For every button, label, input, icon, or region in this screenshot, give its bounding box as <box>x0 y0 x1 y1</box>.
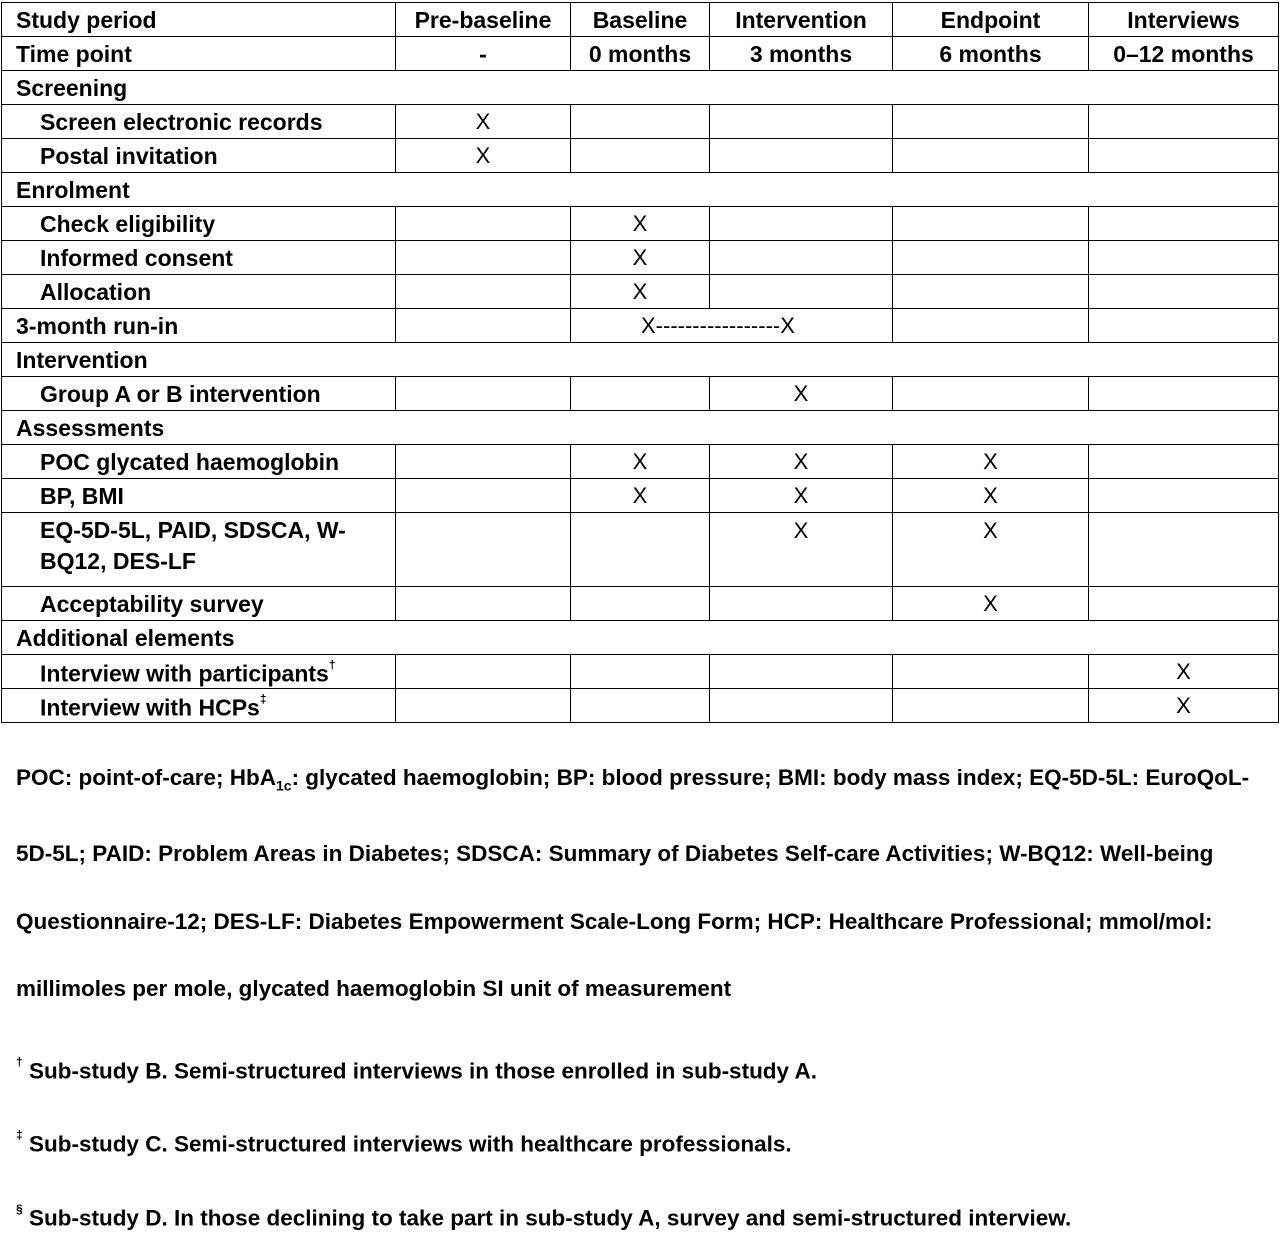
runin-span-mark: X-----------------X <box>571 309 893 343</box>
mark-cell: X <box>396 139 571 173</box>
empty-cell <box>710 241 893 275</box>
empty-cell <box>1089 309 1279 343</box>
mark-cell: X <box>571 207 710 241</box>
empty-cell <box>1089 139 1279 173</box>
empty-cell <box>710 207 893 241</box>
empty-cell <box>571 139 710 173</box>
dagger-mark: † <box>329 658 336 672</box>
abbreviations-note <box>16 744 1266 1023</box>
abbr-text-b: : glycated haemoglobin; BP: blood pressure; BMI: body mass index; EQ-5D-5L: EuroQoL-5D-5L; PAID: Problem Areas in Diabetes; SDSCA: Summary of Diabetes Self-care Activities; W-BQ12: Well-being Questionnaire-12; DES-LF: Diabetes Empowerment Scale-Long Form; HCP: Healthcare Professional; mmol/mol: millimoles per mole, glycated haemoglobin SI unit of measurement <box>16 765 1249 1001</box>
section-row <box>2 343 1279 377</box>
empty-cell <box>571 377 710 411</box>
empty-cell <box>710 105 893 139</box>
mark-cell: X <box>1089 689 1279 723</box>
table-row <box>2 377 1279 411</box>
footnote-double-dagger <box>16 1124 1266 1160</box>
empty-cell <box>1089 241 1279 275</box>
timepoint-intervention: 3 months <box>710 37 893 71</box>
empty-cell <box>396 513 571 587</box>
row-label: Screen electronic records <box>2 105 396 139</box>
footnote-mark: † <box>16 1055 23 1069</box>
empty-cell <box>710 275 893 309</box>
mark-cell: X <box>571 275 710 309</box>
row-label: Group A or B intervention <box>2 377 396 411</box>
empty-cell <box>396 587 571 621</box>
empty-cell <box>396 479 571 513</box>
footnote-dagger <box>16 1051 1266 1087</box>
row-label-text: Interview with HCPs <box>40 695 260 721</box>
row-label <box>2 655 396 689</box>
timepoint-label: Time point <box>2 37 396 71</box>
footnote-section <box>16 1198 1266 1233</box>
timepoint-pre-baseline: - <box>396 37 571 71</box>
footnote-text: Sub-study B. Semi-structured interviews in those enrolled in sub-study A. <box>29 1058 817 1083</box>
empty-cell <box>710 139 893 173</box>
footnote-mark: ‡ <box>16 1128 23 1142</box>
empty-cell <box>396 275 571 309</box>
row-label: Postal invitation <box>2 139 396 173</box>
empty-cell <box>571 105 710 139</box>
empty-cell <box>893 377 1089 411</box>
section-row <box>2 173 1279 207</box>
empty-cell <box>893 139 1089 173</box>
row-label: 3-month run-in <box>2 309 396 343</box>
section-row <box>2 411 1279 445</box>
mark-cell: X <box>893 587 1089 621</box>
table-row <box>2 689 1279 723</box>
empty-cell <box>396 207 571 241</box>
row-label <box>2 689 396 723</box>
empty-cell <box>893 105 1089 139</box>
row-label: Informed consent <box>2 241 396 275</box>
section-enrolment: Enrolment <box>2 173 1279 207</box>
mark-cell: X <box>893 479 1089 513</box>
footnote-text: Sub-study C. Semi-structured interviews with healthcare professionals. <box>29 1132 792 1157</box>
mark-cell: X <box>710 479 893 513</box>
table-row <box>2 207 1279 241</box>
header-study-period: Study period <box>2 3 396 37</box>
timepoint-row <box>2 37 1279 71</box>
mark-cell: X <box>710 513 893 587</box>
section-screening: Screening <box>2 71 1279 105</box>
row-label-text: Interview with participants <box>40 661 329 687</box>
empty-cell <box>1089 479 1279 513</box>
table-row <box>2 241 1279 275</box>
mark-cell: X <box>710 377 893 411</box>
row-label: Acceptability survey <box>2 587 396 621</box>
empty-cell <box>893 655 1089 689</box>
section-assessments: Assessments <box>2 411 1279 445</box>
timepoint-interviews: 0–12 months <box>1089 37 1279 71</box>
empty-cell <box>1089 275 1279 309</box>
row-label: EQ-5D-5L, PAID, SDSCA, W-BQ12, DES-LF <box>2 513 396 587</box>
mark-cell: X <box>396 105 571 139</box>
mark-cell: X <box>893 513 1089 587</box>
header-pre-baseline: Pre-baseline <box>396 3 571 37</box>
mark-cell: X <box>571 479 710 513</box>
row-label: Allocation <box>2 275 396 309</box>
table-row <box>2 445 1279 479</box>
mark-cell: X <box>571 241 710 275</box>
header-interviews: Interviews <box>1089 3 1279 37</box>
empty-cell <box>893 309 1089 343</box>
abbr-subscript: 1c <box>276 778 292 794</box>
double-dagger-mark: ‡ <box>260 692 267 706</box>
empty-cell <box>1089 207 1279 241</box>
empty-cell <box>1089 587 1279 621</box>
empty-cell <box>893 241 1089 275</box>
empty-cell <box>396 445 571 479</box>
empty-cell <box>571 655 710 689</box>
footnote-text: Sub-study D. In those declining to take part in sub-study A, survey and semi-structured interview. <box>29 1205 1071 1230</box>
table-row <box>2 655 1279 689</box>
empty-cell <box>710 587 893 621</box>
table-row <box>2 587 1279 621</box>
empty-cell <box>396 689 571 723</box>
row-label: Check eligibility <box>2 207 396 241</box>
table-row <box>2 275 1279 309</box>
mark-cell: X <box>893 445 1089 479</box>
timepoint-endpoint: 6 months <box>893 37 1089 71</box>
abbr-text-a: POC: point-of-care; HbA <box>16 765 276 790</box>
mark-cell: X <box>1089 655 1279 689</box>
footnote-mark: § <box>16 1202 23 1216</box>
header-baseline: Baseline <box>571 3 710 37</box>
header-intervention: Intervention <box>710 3 893 37</box>
empty-cell <box>396 241 571 275</box>
empty-cell <box>396 309 571 343</box>
empty-cell <box>571 513 710 587</box>
mark-cell: X <box>571 445 710 479</box>
header-row <box>2 3 1279 37</box>
table-notes <box>16 758 1266 1233</box>
table-row <box>2 139 1279 173</box>
empty-cell <box>710 655 893 689</box>
section-row <box>2 71 1279 105</box>
mark-cell: X <box>710 445 893 479</box>
empty-cell <box>396 655 571 689</box>
table-row <box>2 479 1279 513</box>
table-row <box>2 105 1279 139</box>
empty-cell <box>893 275 1089 309</box>
empty-cell <box>893 689 1089 723</box>
header-endpoint: Endpoint <box>893 3 1089 37</box>
empty-cell <box>1089 513 1279 587</box>
empty-cell <box>571 689 710 723</box>
empty-cell <box>571 587 710 621</box>
empty-cell <box>1089 445 1279 479</box>
empty-cell <box>893 207 1089 241</box>
timepoint-baseline: 0 months <box>571 37 710 71</box>
row-label: BP, BMI <box>2 479 396 513</box>
empty-cell <box>1089 105 1279 139</box>
section-additional: Additional elements <box>2 621 1279 655</box>
section-row <box>2 621 1279 655</box>
empty-cell <box>710 689 893 723</box>
empty-cell <box>396 377 571 411</box>
table-row <box>2 513 1279 587</box>
schedule-table <box>1 2 1279 723</box>
empty-cell <box>1089 377 1279 411</box>
section-intervention: Intervention <box>2 343 1279 377</box>
row-label: POC glycated haemoglobin <box>2 445 396 479</box>
table-row <box>2 309 1279 343</box>
